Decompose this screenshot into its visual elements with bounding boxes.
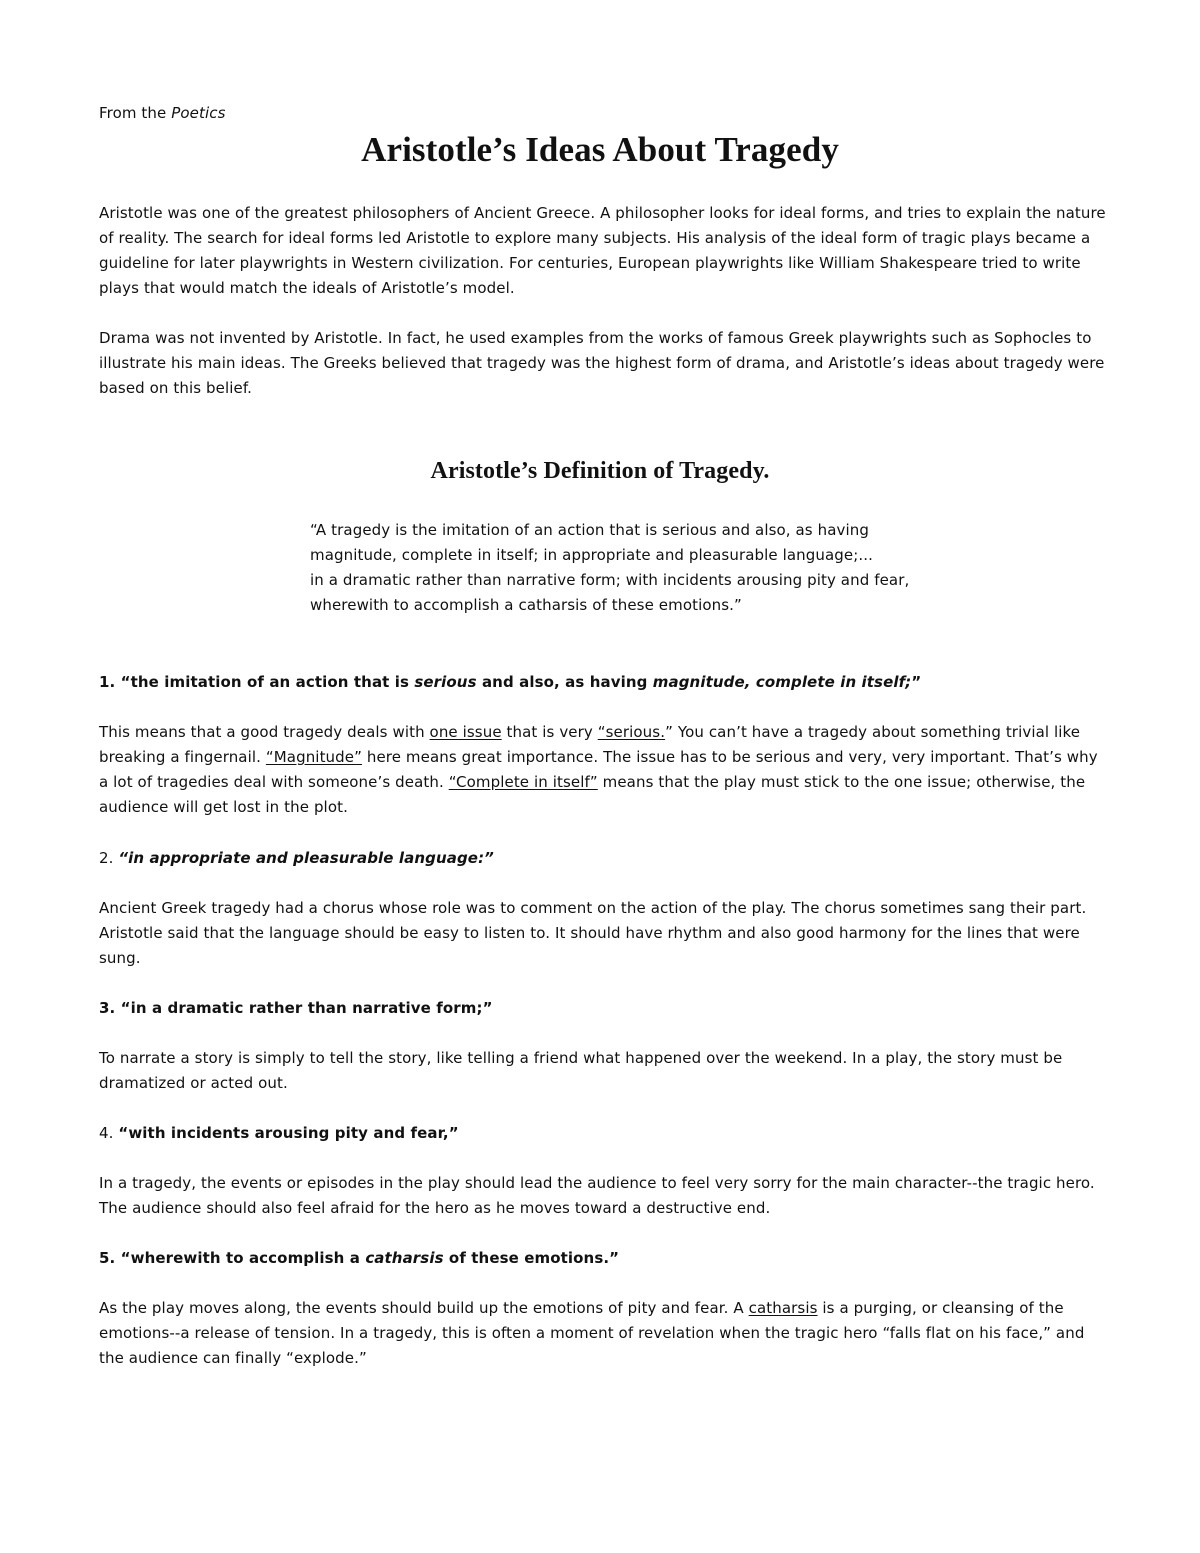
- source-work: Poetics: [171, 104, 226, 122]
- section-4-heading: [99, 1121, 1099, 1146]
- section-2-number: 2.: [99, 849, 119, 867]
- term-complete-in-itself: “Complete in itself”: [448, 773, 598, 791]
- section-5-heading: [99, 1246, 1099, 1271]
- section-5-body: [99, 1296, 1109, 1371]
- section-1-text: means that the play must stick to the one issue; otherwise, the audience will get lost in the plot.: [99, 773, 1086, 816]
- source-line: [99, 104, 225, 122]
- section-1-text: ” You can’t have a tragedy about something trivial like breaking a fingernail.: [99, 723, 1081, 766]
- section-1-text: here means great importance. The issue has to be serious and very, very important. That’s why a lot of tragedies deal with someone’s death.: [99, 748, 1098, 791]
- section-5-heading-catharsis: catharsis: [365, 1249, 444, 1267]
- term-one-issue: one issue: [429, 723, 502, 741]
- section-1-heading-magnitude: magnitude, complete in itself;: [652, 673, 912, 691]
- quote-line: “A tragedy is the imitation of an action that is serious and also, as having: [310, 521, 869, 539]
- section-1-heading: [99, 670, 1099, 695]
- section-1-text: This means that a good tragedy deals with: [99, 723, 430, 741]
- definition-title: Aristotle’s Definition of Tragedy.: [430, 458, 770, 484]
- quote-line: in a dramatic rather than narrative form; with incidents arousing pity and fear,: [310, 571, 910, 589]
- section-3-body: To narrate a story is simply to tell the story, like telling a friend what happened over the weekend. In a play, the story must be dramatized or acted out.: [99, 1049, 1063, 1092]
- section-1-heading-c: and also, as having: [476, 673, 653, 691]
- section-1-heading-a: 1. “the imitation of an action that is: [99, 673, 415, 691]
- quote-line: wherewith to accomplish a catharsis of these emotions.”: [310, 596, 742, 614]
- section-4-number: 4.: [99, 1124, 119, 1142]
- term-catharsis: catharsis: [748, 1299, 818, 1317]
- section-1-heading-serious: serious: [414, 673, 477, 691]
- section-2-heading-text: “in appropriate and pleasurable language:”: [118, 849, 494, 867]
- term-serious: “serious.: [597, 723, 666, 741]
- section-5-text: As the play moves along, the events should build up the emotions of pity and fear. A: [99, 1299, 749, 1317]
- page-title: Aristotle’s Ideas About Tragedy: [361, 130, 839, 169]
- section-2-heading: [99, 846, 1099, 871]
- section-3-heading-text: 3. “in a dramatic rather than narrative form;”: [99, 999, 493, 1017]
- term-magnitude: “Magnitude”: [265, 748, 362, 766]
- quote-line: magnitude, complete in itself; in appropriate and pleasurable language;...: [310, 546, 873, 564]
- section-3-heading: [99, 996, 1099, 1021]
- intro-paragraph-1: Aristotle was one of the greatest philosophers of Ancient Greece. A philosopher looks for ideal forms, and tries to explain the nature of reality. The search for ideal forms led Aristotle to explore many subjects. His analysis of the ideal form of tragic plays became a guideline for later playwrights in Western civilization. For centuries, European playwrights like William Shakespeare tried to write plays that would match the ideals of Aristotle’s model.: [99, 204, 1106, 297]
- section-2-body: Ancient Greek tragedy had a chorus whose role was to comment on the action of the play. The chorus sometimes sang their part. Aristotle said that the language should be easy to listen to. It should have rhythm and also good harmony for the lines that were sung.: [99, 899, 1087, 967]
- section-5-heading-c: of these emotions.”: [443, 1249, 620, 1267]
- section-1-body: [99, 720, 1109, 820]
- section-1-text: that is very: [501, 723, 598, 741]
- section-5-text: is a purging, or cleansing of the emotions--a release of tension. In a tragedy, this is often a moment of revelation when the tragic hero “falls flat on his face,” and the audience can finally “explode.”: [99, 1299, 1085, 1367]
- section-4-heading-text: “with incidents arousing pity and fear,”: [118, 1124, 459, 1142]
- section-1-heading-e: ”: [911, 673, 922, 691]
- section-4-body: In a tragedy, the events or episodes in the play should lead the audience to feel very sorry for the main character--the tragic hero. The audience should also feel afraid for the hero as he moves toward a destructive end.: [99, 1174, 1095, 1217]
- intro-paragraph-2: Drama was not invented by Aristotle. In fact, he used examples from the works of famous Greek playwrights such as Sophocles to illustrate his main ideas. The Greeks believed that tragedy was the highest form of drama, and Aristotle’s ideas about tragedy were based on this belief.: [99, 329, 1105, 397]
- definition-quote: [310, 518, 1010, 618]
- section-5-heading-a: 5. “wherewith to accomplish a: [99, 1249, 366, 1267]
- source-prefix: From the: [99, 104, 172, 122]
